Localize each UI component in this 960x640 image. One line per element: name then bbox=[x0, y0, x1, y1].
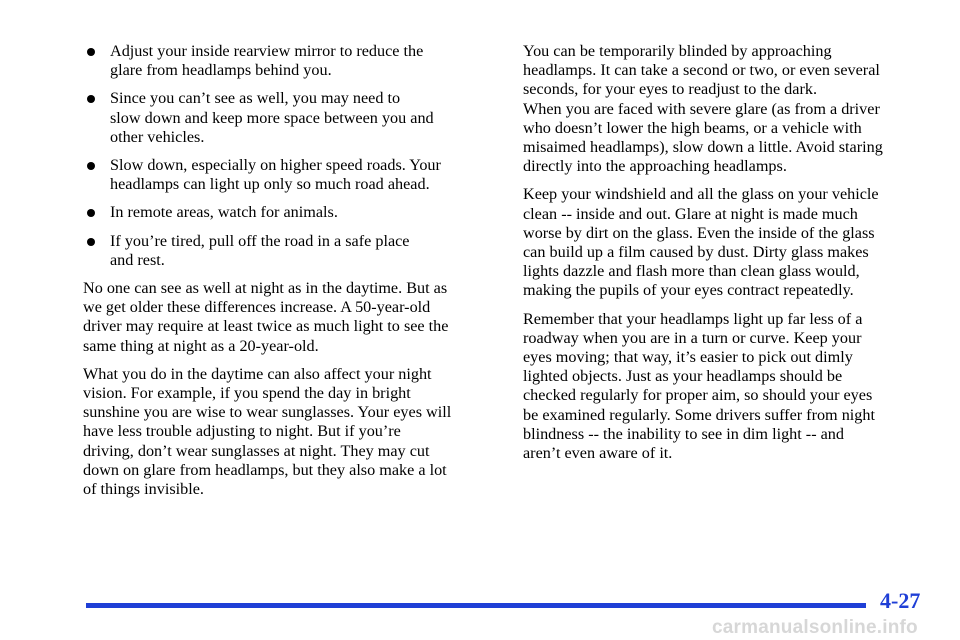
text-line: directly into the approaching headlamps. bbox=[523, 157, 787, 176]
text-line: be examined regularly. Some drivers suffer from night bbox=[523, 405, 875, 424]
text-line: making the pupils of your eyes contract repeatedly. bbox=[523, 281, 854, 300]
bullet-icon bbox=[87, 162, 95, 170]
text-line: roadway when you are in a turn or curve. Keep your bbox=[523, 328, 862, 347]
bullet-item-tired bbox=[83, 232, 493, 270]
bullet-icon bbox=[87, 238, 95, 246]
text-line: No one can see as well at night as in the daytime. But as bbox=[83, 279, 448, 298]
text-line: lights dazzle and flash more than clean glass would, bbox=[523, 262, 860, 281]
paragraph-daytime-habits bbox=[83, 365, 493, 499]
text-line: driving, don’t wear sunglasses at night. They may cut bbox=[83, 441, 430, 460]
text-line: sunshine you are wise to wear sunglasses. Your eyes will bbox=[83, 403, 452, 422]
bullet-list bbox=[83, 42, 493, 270]
text-line: When you are faced with severe glare (as from a driver bbox=[523, 99, 880, 118]
text-line: headlamps. It can take a second or two, or even several bbox=[523, 61, 880, 80]
bullet-item-speed-roads bbox=[83, 156, 493, 194]
text-line: clean -- inside and out. Glare at night is made much bbox=[523, 204, 858, 223]
watermark-text: carmanualsonline.info bbox=[712, 617, 918, 638]
text-line: If you’re tired, pull off the road in a safe place bbox=[110, 231, 410, 250]
text-line: Since you can’t see as well, you may need to bbox=[110, 89, 401, 108]
text-line: same thing at night as a 20-year-old. bbox=[83, 336, 319, 355]
left-column bbox=[83, 42, 493, 508]
text-line: driver may require at least twice as much light to see the bbox=[83, 317, 449, 336]
text-line: vision. For example, if you spend the day in bright bbox=[83, 384, 411, 403]
text-line: we get older these differences increase. A 50-year-old bbox=[83, 298, 431, 317]
text-line: of things invisible. bbox=[83, 480, 204, 499]
text-line: lighted objects. Just as your headlamps should be bbox=[523, 367, 843, 386]
text-line: misaimed headlamps), slow down a little. Avoid staring bbox=[523, 138, 883, 157]
text-line: Adjust your inside rearview mirror to reduce the bbox=[110, 42, 424, 60]
bullet-item-mirror bbox=[83, 42, 493, 80]
text-line: checked regularly for proper aim, so should your eyes bbox=[523, 386, 873, 405]
text-line: have less trouble adjusting to night. But if you’re bbox=[83, 422, 401, 441]
text-line: In remote areas, watch for animals. bbox=[110, 203, 338, 222]
text-line: What you do in the daytime can also affect your night bbox=[83, 364, 432, 383]
text-line: blindness -- the inability to see in dim light -- and bbox=[523, 424, 844, 443]
text-line: who doesn’t lower the high beams, or a vehicle with bbox=[523, 118, 862, 137]
text-line: glare from headlamps behind you. bbox=[110, 61, 332, 80]
bullet-icon bbox=[87, 95, 95, 103]
paragraph-turns-and-eyes bbox=[523, 310, 923, 464]
paragraph-clean-glass bbox=[523, 185, 923, 300]
footer-rule bbox=[86, 603, 866, 608]
text-line: worse by dirt on the glass. Even the inside of the glass bbox=[523, 223, 875, 242]
text-line: seconds, for your eyes to readjust to the dark. bbox=[523, 80, 817, 99]
text-line: Keep your windshield and all the glass on your vehicle bbox=[523, 185, 879, 204]
right-column bbox=[523, 42, 923, 472]
paragraph-night-vision-age bbox=[83, 279, 493, 356]
text-line: aren’t even aware of it. bbox=[523, 444, 673, 463]
page-number: 4-27 bbox=[880, 588, 921, 613]
text-line: other vehicles. bbox=[110, 127, 205, 146]
text-line: down on glare from headlamps, but they also make a lot bbox=[83, 460, 447, 479]
bullet-icon bbox=[87, 209, 95, 217]
text-line: and rest. bbox=[110, 250, 165, 269]
text-line: eyes moving; that way, it’s easier to pick out dimly bbox=[523, 348, 853, 367]
text-line: slow down and keep more space between you and bbox=[110, 108, 434, 127]
text-line: headlamps can light up only so much road ahead. bbox=[110, 175, 430, 194]
text-line: You can be temporarily blinded by approaching bbox=[523, 42, 832, 60]
text-line: Remember that your headlamps light up far less of a bbox=[523, 309, 863, 328]
paragraph-glare-blinding bbox=[523, 42, 923, 176]
bullet-item-slow-down-space bbox=[83, 89, 493, 147]
bullet-item-animals bbox=[83, 203, 493, 222]
text-line: can build up a film caused by dust. Dirty glass makes bbox=[523, 243, 869, 262]
text-line: Slow down, especially on higher speed roads. Your bbox=[110, 156, 441, 175]
bullet-icon bbox=[87, 48, 95, 56]
